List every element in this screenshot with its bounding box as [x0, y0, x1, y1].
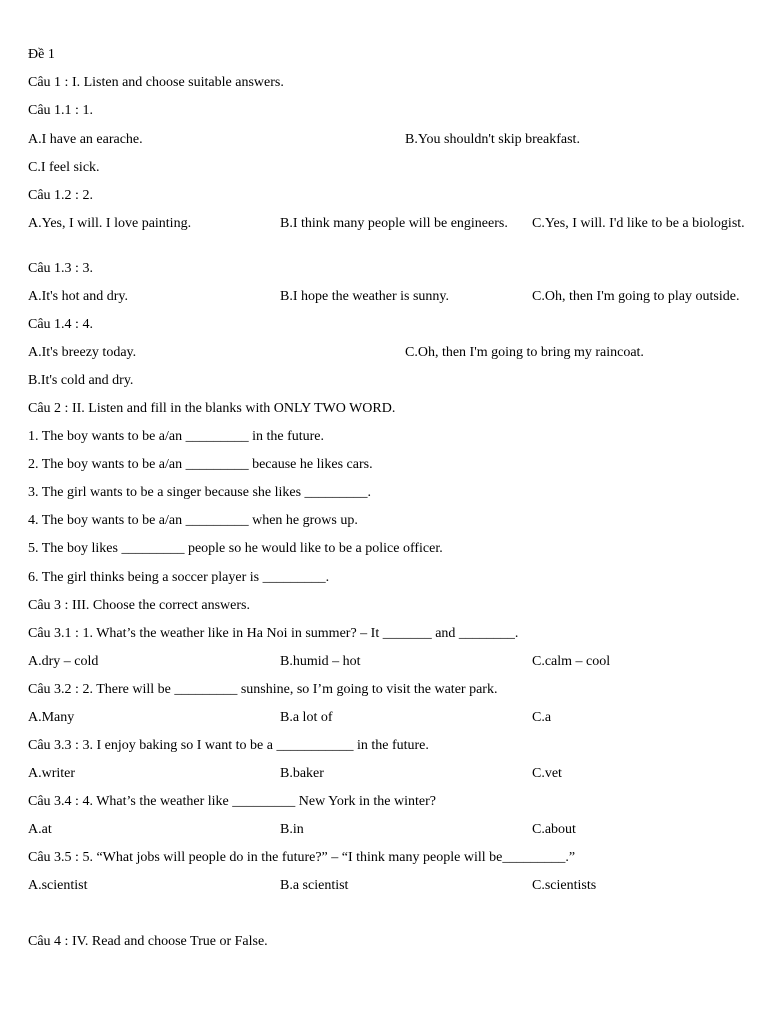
- question-4-heading: Câu 4 : IV. Read and choose True or False.: [28, 934, 268, 949]
- option-b[interactable]: B.a scientist: [280, 878, 349, 893]
- option-b[interactable]: B.You shouldn't skip breakfast.: [405, 132, 580, 147]
- option-b[interactable]: B.in: [280, 822, 304, 837]
- question-3-4-label: Câu 3.4 : 4. What’s the weather like _________ New York in the winter?: [28, 794, 437, 809]
- option-a[interactable]: A.scientist: [28, 878, 88, 893]
- doc-title: Đề 1: [28, 47, 55, 62]
- option-b[interactable]: B.I hope the weather is sunny.: [280, 289, 449, 304]
- fill-blank-item: 6. The girl thinks being a soccer player is _________.: [28, 570, 330, 585]
- fill-blank-item: 5. The boy likes _________ people so he would like to be a police officer.: [28, 541, 443, 556]
- option-a[interactable]: A.dry – cold: [28, 654, 99, 669]
- question-3-heading: Câu 3 : III. Choose the correct answers.: [28, 598, 250, 613]
- fill-blank-item: 4. The boy wants to be a/an _________ when he grows up.: [28, 513, 358, 528]
- question-3-2-label: Câu 3.2 : 2. There will be _________ sunshine, so I’m going to visit the water park.: [28, 682, 498, 697]
- question-1-3-label: Câu 1.3 : 3.: [28, 261, 93, 276]
- option-c[interactable]: C.I feel sick.: [28, 160, 100, 175]
- option-c[interactable]: C.scientists: [532, 878, 597, 893]
- option-b[interactable]: B.I think many people will be engineers.: [280, 216, 508, 231]
- question-2-heading: Câu 2 : II. Listen and fill in the blanks with ONLY TWO WORD.: [28, 401, 396, 416]
- question-3-3-label: Câu 3.3 : 3. I enjoy baking so I want to be a ___________ in the future.: [28, 738, 429, 753]
- question-3-1-label: Câu 3.1 : 1. What’s the weather like in Ha Noi in summer? – It _______ and ________.: [28, 626, 519, 641]
- option-c[interactable]: C.calm – cool: [532, 654, 611, 669]
- question-1-heading: Câu 1 : I. Listen and choose suitable answers.: [28, 75, 284, 90]
- option-c[interactable]: C.about: [532, 822, 576, 837]
- option-c[interactable]: C.vet: [532, 766, 562, 781]
- option-b[interactable]: B.humid – hot: [280, 654, 361, 669]
- option-b[interactable]: B.a lot of: [280, 710, 333, 725]
- option-c[interactable]: C.a: [532, 710, 552, 725]
- question-1-4-label: Câu 1.4 : 4.: [28, 317, 93, 332]
- question-1-2-label: Câu 1.2 : 2.: [28, 188, 93, 203]
- option-a[interactable]: A.It's breezy today.: [28, 345, 137, 360]
- fill-blank-item: 1. The boy wants to be a/an _________ in the future.: [28, 429, 325, 444]
- option-b[interactable]: B.It's cold and dry.: [28, 373, 134, 388]
- option-a[interactable]: A.at: [28, 822, 52, 837]
- option-a[interactable]: A.Yes, I will. I love painting.: [28, 216, 192, 231]
- question-3-5-label: Câu 3.5 : 5. “What jobs will people do in the future?” – “I think many people will be_________.”: [28, 850, 576, 865]
- fill-blank-item: 2. The boy wants to be a/an _________ because he likes cars.: [28, 457, 373, 472]
- option-a[interactable]: A.It's hot and dry.: [28, 289, 128, 304]
- option-a[interactable]: A.writer: [28, 766, 76, 781]
- fill-blank-item: 3. The girl wants to be a singer because she likes _________.: [28, 485, 372, 500]
- question-1-1-label: Câu 1.1 : 1.: [28, 103, 93, 118]
- option-c[interactable]: C.Oh, then I'm going to play outside.: [532, 289, 740, 304]
- option-a[interactable]: A.I have an earache.: [28, 132, 143, 147]
- option-c[interactable]: C.Oh, then I'm going to bring my raincoat.: [405, 345, 644, 360]
- option-b[interactable]: B.baker: [280, 766, 324, 781]
- option-c[interactable]: C.Yes, I will. I'd like to be a biologist.: [532, 216, 745, 231]
- option-a[interactable]: A.Many: [28, 710, 75, 725]
